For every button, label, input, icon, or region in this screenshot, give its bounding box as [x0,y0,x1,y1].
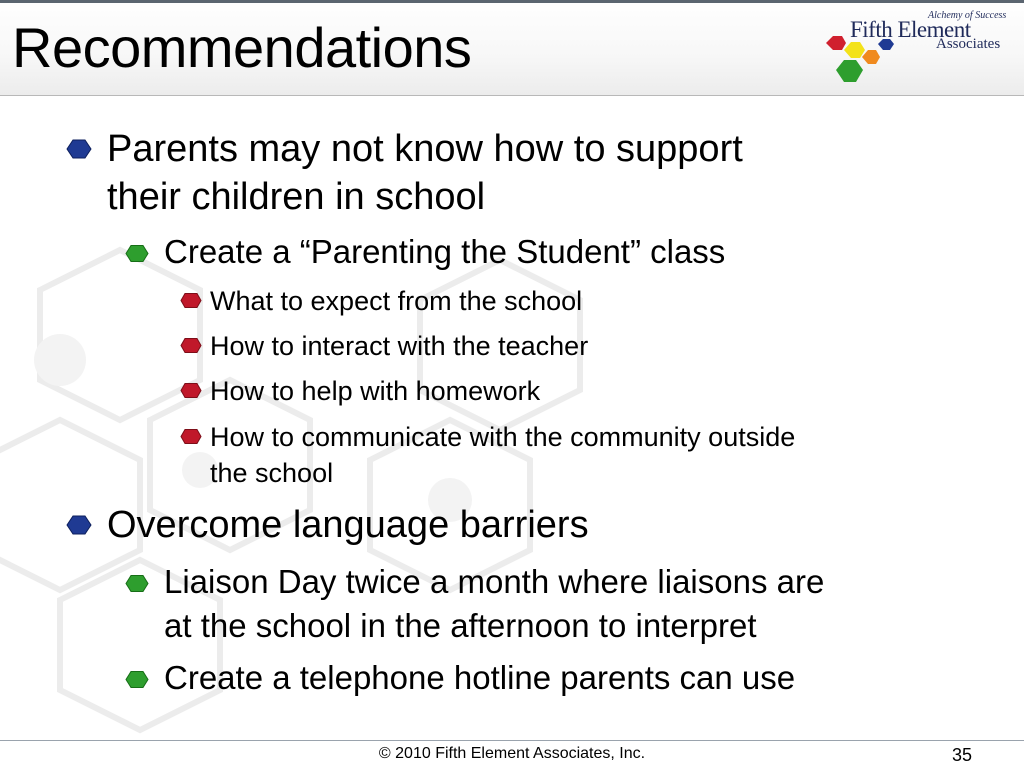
green-bullet-icon [124,244,150,263]
logo-tagline: Alchemy of Success [928,10,1007,21]
company-logo [822,6,1012,92]
footer-rule [0,740,1024,741]
red-bullet-icon [179,337,203,354]
blue-bullet-icon [64,514,94,536]
bullet-text-level3: What to expect from the school [210,286,583,316]
slide-header [0,0,1024,96]
bullet-text-level1: Overcome language barriers [107,504,589,546]
bullet-text-level2: Create a telephone hotline parents can use [164,659,796,696]
green-bullet-icon [124,670,150,689]
bullet-text-level3: How to help with homework [210,376,541,406]
logo-name: Fifth Element [850,17,971,42]
green-bullet-icon [124,574,150,593]
header-top-rule [0,0,1024,3]
bullet-text-level3: How to interact with the teacher [210,331,589,361]
page-number: 35 [952,745,973,765]
blue-bullet-icon [64,138,94,160]
logo-subtitle: Associates [936,36,1001,52]
bullet-text-level3: How to communicate with the community outside [210,422,796,452]
slide-title: Recommendations [12,16,472,79]
bullet-text-level2: Create a “Parenting the Student” class [164,233,726,270]
bullet-text-level3: the school [210,458,334,488]
red-bullet-icon [179,428,203,445]
bullet-text-level1: Parents may not know how to support [107,128,743,170]
footer-copyright: © 2010 Fifth Element Associates, Inc. [378,745,646,762]
red-bullet-icon [179,382,203,399]
bullet-text-level2: Liaison Day twice a month where liaisons are [164,563,825,600]
bullet-text-level2: at the school in the afternoon to interpret [164,607,757,644]
bullet-text-level1: their children in school [107,176,486,218]
red-bullet-icon [179,292,203,309]
